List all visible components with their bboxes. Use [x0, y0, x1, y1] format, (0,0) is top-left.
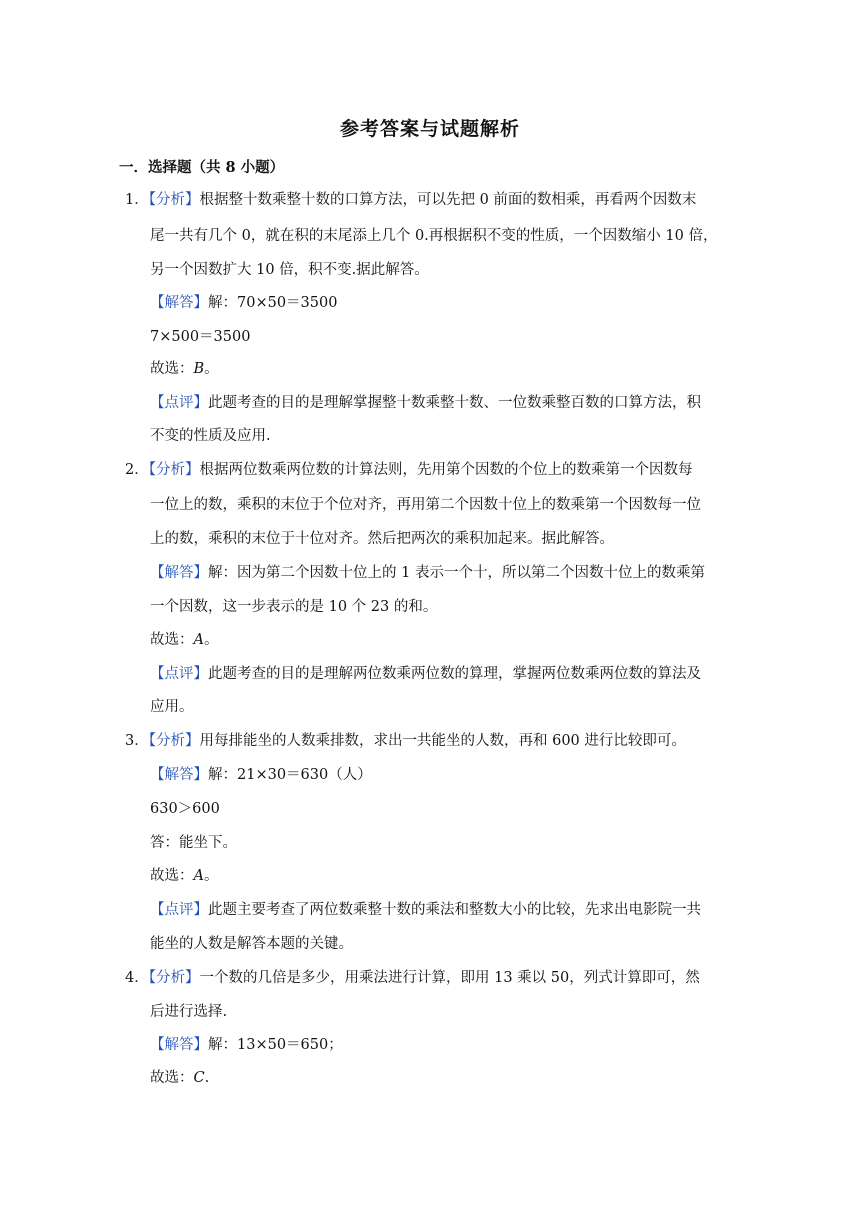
choice-letter: B — [193, 361, 205, 377]
choice-prefix: 故选： — [150, 868, 194, 884]
solution-text: 解：70×50＝3500 — [208, 295, 338, 311]
comment-text: 此题主要考查了两位数乘整十数的乘法和整数大小的比较，先求出电影院一共 — [208, 902, 701, 918]
choice-suffix: 。 — [204, 361, 219, 377]
solution-text: 解：21×30＝630（人） — [208, 767, 372, 783]
q2-choice — [150, 630, 218, 650]
q4-solution-line-1 — [150, 1035, 343, 1055]
choice-suffix: . — [204, 1070, 210, 1086]
q1-choice — [150, 359, 219, 379]
question-number: 2． — [125, 462, 149, 478]
q3-comment-line-2: 能坐的人数是解答本题的关键。 — [150, 936, 353, 952]
q2-comment-line-1 — [150, 664, 701, 684]
comment-text: 此题考查的目的是理解两位数乘两位数的算理，掌握两位数乘两位数的算法及 — [208, 666, 701, 682]
solution-tag: 【解答】 — [150, 565, 208, 581]
q2-solution-line-1 — [150, 563, 705, 583]
q4-analysis-line-1 — [125, 968, 700, 988]
analysis-tag: 【分析】 — [148, 462, 200, 478]
solution-tag: 【解答】 — [150, 295, 208, 311]
q3-choice — [150, 866, 218, 886]
choice-prefix: 故选： — [150, 632, 194, 648]
choice-suffix: 。 — [203, 868, 219, 884]
q2-analysis-line-1 — [125, 460, 692, 480]
comment-text: 此题考查的目的是理解掌握整十数乘整十数、一位数乘整百数的口算方法，积 — [208, 395, 701, 411]
analysis-text: 根据整十数乘整十数的口算方法，可以先把 0 前面的数相乘，再看两个因数末 — [199, 192, 697, 208]
q1-analysis-line-2: 尾一共有几个 0，就在积的末尾添上几个 0.再根据积不变的性质，一个因数缩小 10 倍， — [150, 228, 718, 244]
q2-analysis-line-3: 上的数，乘积的末位于十位对齐。然后把两次的乘积加起来。据此解答。 — [150, 531, 614, 547]
analysis-tag: 【分析】 — [148, 733, 200, 749]
choice-prefix: 故选： — [150, 1070, 194, 1086]
analysis-text: 用每排能坐的人数乘排数，求出一共能坐的人数，再和 600 进行比较即可。 — [199, 733, 686, 749]
analysis-text: 根据两位数乘两位数的计算法则，先用第个因数的个位上的数乘第一个因数每 — [199, 462, 693, 478]
q1-comment-line-1 — [150, 393, 701, 413]
choice-suffix: 。 — [203, 632, 219, 648]
solution-tag: 【解答】 — [150, 1037, 208, 1053]
choice-letter: C — [193, 1070, 205, 1086]
q3-solution-line-1 — [150, 765, 372, 785]
analysis-tag: 【分析】 — [148, 970, 200, 986]
choice-prefix: 故选： — [150, 361, 194, 377]
solution-text: 解：13×50＝650； — [208, 1037, 343, 1053]
q3-comment-line-1 — [150, 900, 701, 920]
q4-choice — [150, 1068, 209, 1088]
q4-analysis-line-2: 后进行选择. — [150, 1004, 228, 1020]
q2-comment-line-2: 应用。 — [150, 699, 194, 715]
comment-tag: 【点评】 — [150, 902, 208, 918]
q1-solution-line-1 — [150, 293, 337, 313]
q1-analysis-line-3: 另一个因数扩大 10 倍，积不变.据此解答。 — [150, 262, 429, 278]
q3-solution-line-3: 答：能坐下。 — [150, 835, 237, 851]
q3-solution-line-2: 630＞600 — [150, 801, 220, 817]
choice-letter: A — [193, 868, 204, 884]
q2-solution-line-2: 一个因数，这一步表示的是 10 个 23 的和。 — [150, 599, 438, 615]
question-number: 3． — [125, 733, 149, 749]
q2-analysis-line-2: 一位上的数，乘积的末位于个位对齐，再用第二个因数十位上的数乘第一个因数每一位 — [150, 497, 701, 513]
q1-comment-line-2: 不变的性质及应用. — [150, 428, 271, 444]
analysis-text: 一个数的几倍是多少，用乘法进行计算，即用 13 乘以 50，列式计算即可，然 — [199, 970, 700, 986]
comment-tag: 【点评】 — [150, 666, 208, 682]
section-title: 一．选择题（共 8 小题） — [119, 159, 285, 176]
analysis-tag: 【分析】 — [148, 192, 200, 208]
q1-solution-line-2: 7×500＝3500 — [150, 329, 251, 345]
question-number: 1． — [125, 192, 149, 208]
q3-analysis-line-1 — [125, 731, 686, 751]
page-title: 参考答案与试题解析 — [339, 118, 520, 140]
choice-letter: A — [193, 632, 204, 648]
q1-analysis-line-1 — [125, 190, 696, 210]
comment-tag: 【点评】 — [150, 395, 208, 411]
solution-text: 解：因为第二个因数十位上的 1 表示一个十，所以第二个因数十位上的数乘第 — [208, 565, 705, 581]
solution-tag: 【解答】 — [150, 767, 208, 783]
question-number: 4． — [125, 970, 149, 986]
